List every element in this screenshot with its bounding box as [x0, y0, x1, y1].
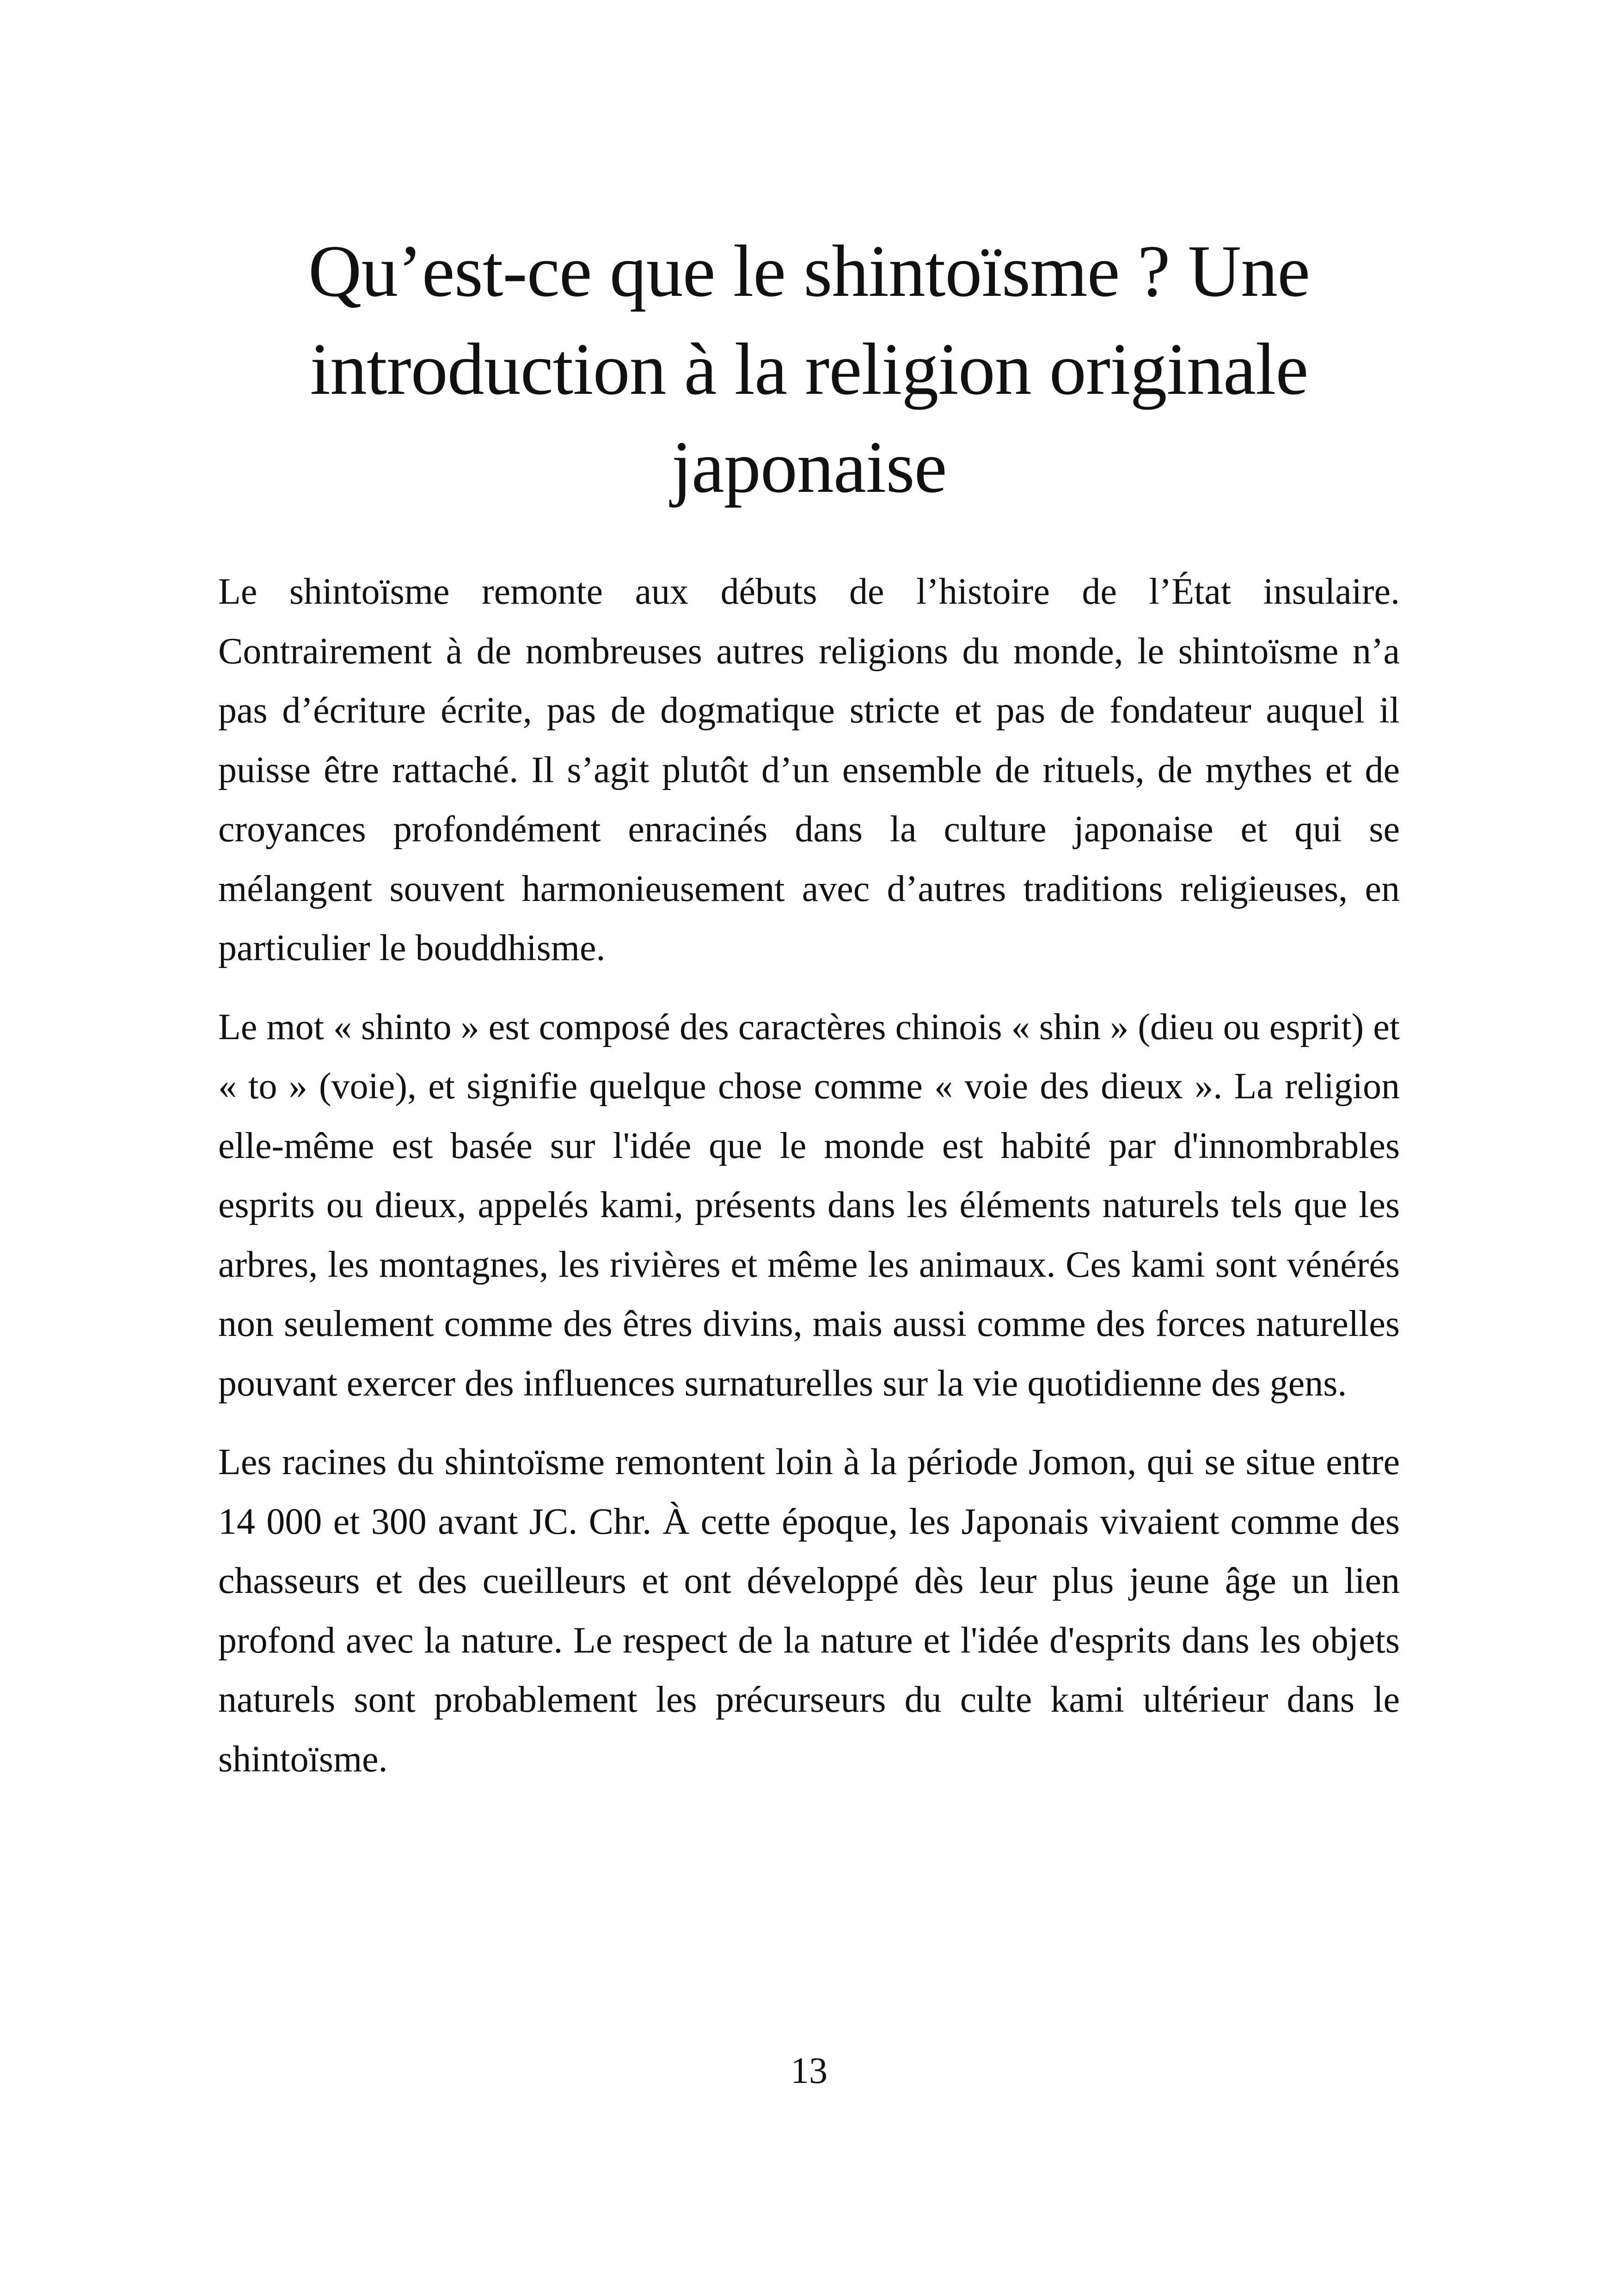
body-text	[218, 562, 1400, 1789]
page-content	[218, 222, 1400, 1808]
page-number: 13	[791, 2051, 827, 2091]
paragraph-3: Les racines du shintoïsme remontent loin à la période Jomon, qui se situe entre 14 000 et 300 avant JC. Chr. À cette époque, les Japonais vivaient comme des chasseurs et des cueilleurs et ont développé dès leur plus jeune âge un lien profond avec la nature. Le respect de la nature et l'idée d'esprits dans les objets naturels sont probablement les précurseurs du culte kami ultérieur dans le shintoïsme.	[218, 1442, 1400, 1780]
chapter-title: Qu’est-ce que le shintoïsme ? Une introduction à la religion originale japonaise	[308, 230, 1310, 508]
paragraph-2: Le mot « shinto » est composé des caractères chinois « shin » (dieu ou esprit) et « to » (voie), et signifie quelque chose comme « voie des dieux ». La religion elle-même est basée sur l'idée que le monde est habité par d'innombrables esprits ou dieux, appelés kami, présents dans les éléments naturels tels que les arbres, les montagnes, les rivières et même les animaux. Ces kami sont vénérés non seulement comme des êtres divins, mais aussi comme des forces naturelles pouvant exercer des influences surnaturelles sur la vie quotidienne des gens.	[218, 1006, 1400, 1404]
paragraph-1: Le shintoïsme remonte aux débuts de l’histoire de l’État insulaire. Contrairement à de nombreuses autres religions du monde, le shintoïsme n’a pas d’écriture écrite, pas de dogmatique stricte et pas de fondateur auquel il puisse être rattaché. Il s’agit plutôt d’un ensemble de rituels, de mythes et de croyances profondément enracinés dans la culture japonaise et qui se mélangent souvent harmonieusement avec d’autres traditions religieuses, en particulier le bouddhisme.	[218, 571, 1400, 968]
